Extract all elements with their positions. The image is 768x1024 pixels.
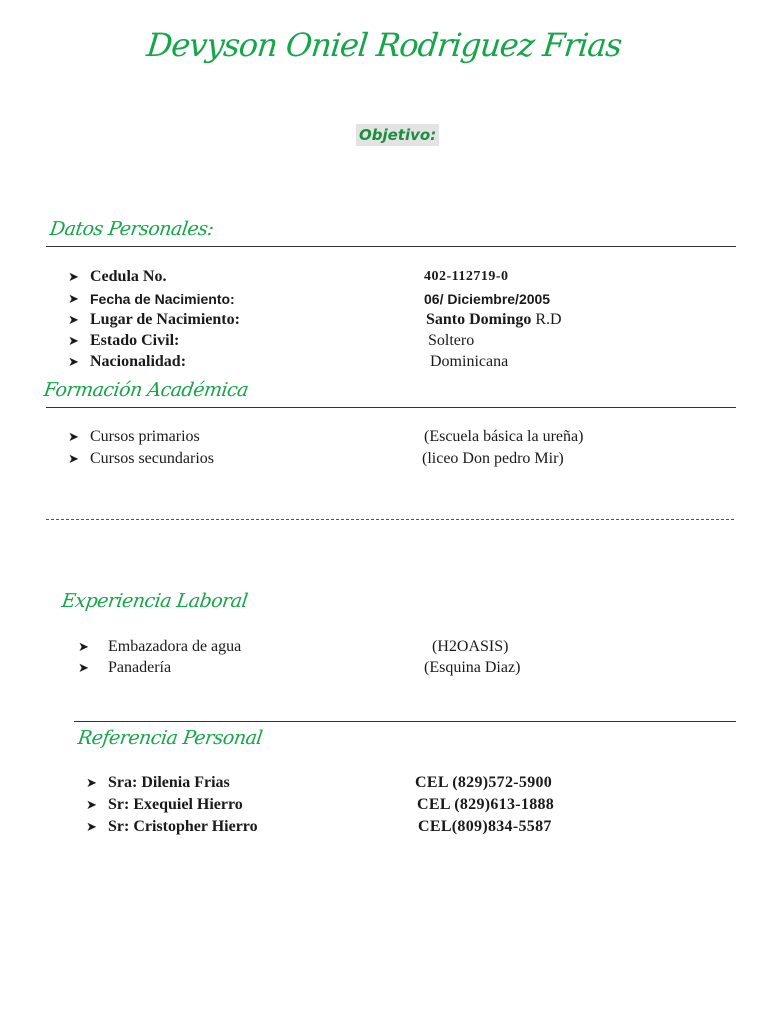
- section-divider: [46, 407, 736, 408]
- arrowhead-bullet-icon: ➤: [78, 660, 89, 675]
- candidate-name: Devyson Oniel Rodriguez Frias: [144, 26, 624, 64]
- formacion-item-label: Cursos primarios: [90, 428, 200, 445]
- arrowhead-bullet-icon: ➤: [86, 775, 97, 790]
- referencia-name: Sr: Cristopher Hierro: [108, 818, 258, 835]
- lugar-city: Santo Domingo: [426, 311, 532, 328]
- section-divider: [46, 246, 736, 247]
- experiencia-item-value: (H2OASIS): [432, 638, 509, 655]
- section-divider: [74, 721, 736, 722]
- formacion-item-value: (Escuela básica la ureña): [424, 428, 584, 445]
- referencia-phone: CEL(809)834-5587: [418, 818, 552, 835]
- cedula-label: Cedula No.: [90, 268, 167, 285]
- lugar-value: [426, 311, 562, 329]
- section-title-referencia: Referencia Personal: [76, 727, 264, 749]
- section-title-experiencia: Experiencia Laboral: [60, 590, 249, 612]
- referencia-phone: CEL (829)572-5900: [415, 774, 553, 791]
- fecha-value: 06/ Diciembre/2005: [424, 291, 551, 307]
- referencia-name: Sra: Dilenia Frias: [108, 774, 230, 791]
- formacion-item-label: Cursos secundarios: [90, 450, 214, 467]
- experiencia-item-value: (Esquina Diaz): [424, 659, 521, 676]
- dashed-divider: [46, 519, 734, 520]
- lugar-label: Lugar de Nacimiento:: [90, 311, 240, 328]
- arrowhead-bullet-icon: ➤: [86, 819, 97, 834]
- nacionalidad-value: Dominicana: [430, 353, 509, 370]
- experiencia-item-label: Embazadora de agua: [108, 638, 242, 655]
- arrowhead-bullet-icon: ➤: [86, 797, 97, 812]
- section-title-datos-personales: Datos Personales:: [48, 218, 215, 240]
- experiencia-item-label: Panadería: [108, 659, 172, 676]
- arrowhead-bullet-icon: ➤: [68, 291, 79, 306]
- arrowhead-bullet-icon: ➤: [68, 312, 79, 327]
- formacion-item-value: (liceo Don pedro Mir): [422, 450, 564, 467]
- arrowhead-bullet-icon: ➤: [68, 429, 79, 444]
- arrowhead-bullet-icon: ➤: [68, 354, 79, 369]
- arrowhead-bullet-icon: ➤: [68, 451, 79, 466]
- nacionalidad-label: Nacionalidad:: [90, 353, 187, 370]
- objective-label: Objetivo:: [356, 124, 439, 146]
- referencia-name: Sr: Exequiel Hierro: [108, 796, 243, 813]
- estado-civil-label: Estado Civil:: [90, 332, 180, 349]
- fecha-label: Fecha de Nacimiento:: [90, 291, 235, 307]
- arrowhead-bullet-icon: ➤: [68, 269, 79, 284]
- referencia-phone: CEL (829)613-1888: [417, 796, 555, 813]
- lugar-country: R.D: [531, 311, 562, 328]
- estado-civil-value: Soltero: [428, 332, 475, 349]
- section-title-formacion: Formación Académica: [42, 379, 250, 401]
- arrowhead-bullet-icon: ➤: [68, 333, 79, 348]
- arrowhead-bullet-icon: ➤: [78, 639, 89, 654]
- cedula-value: 402-112719-0: [424, 269, 509, 284]
